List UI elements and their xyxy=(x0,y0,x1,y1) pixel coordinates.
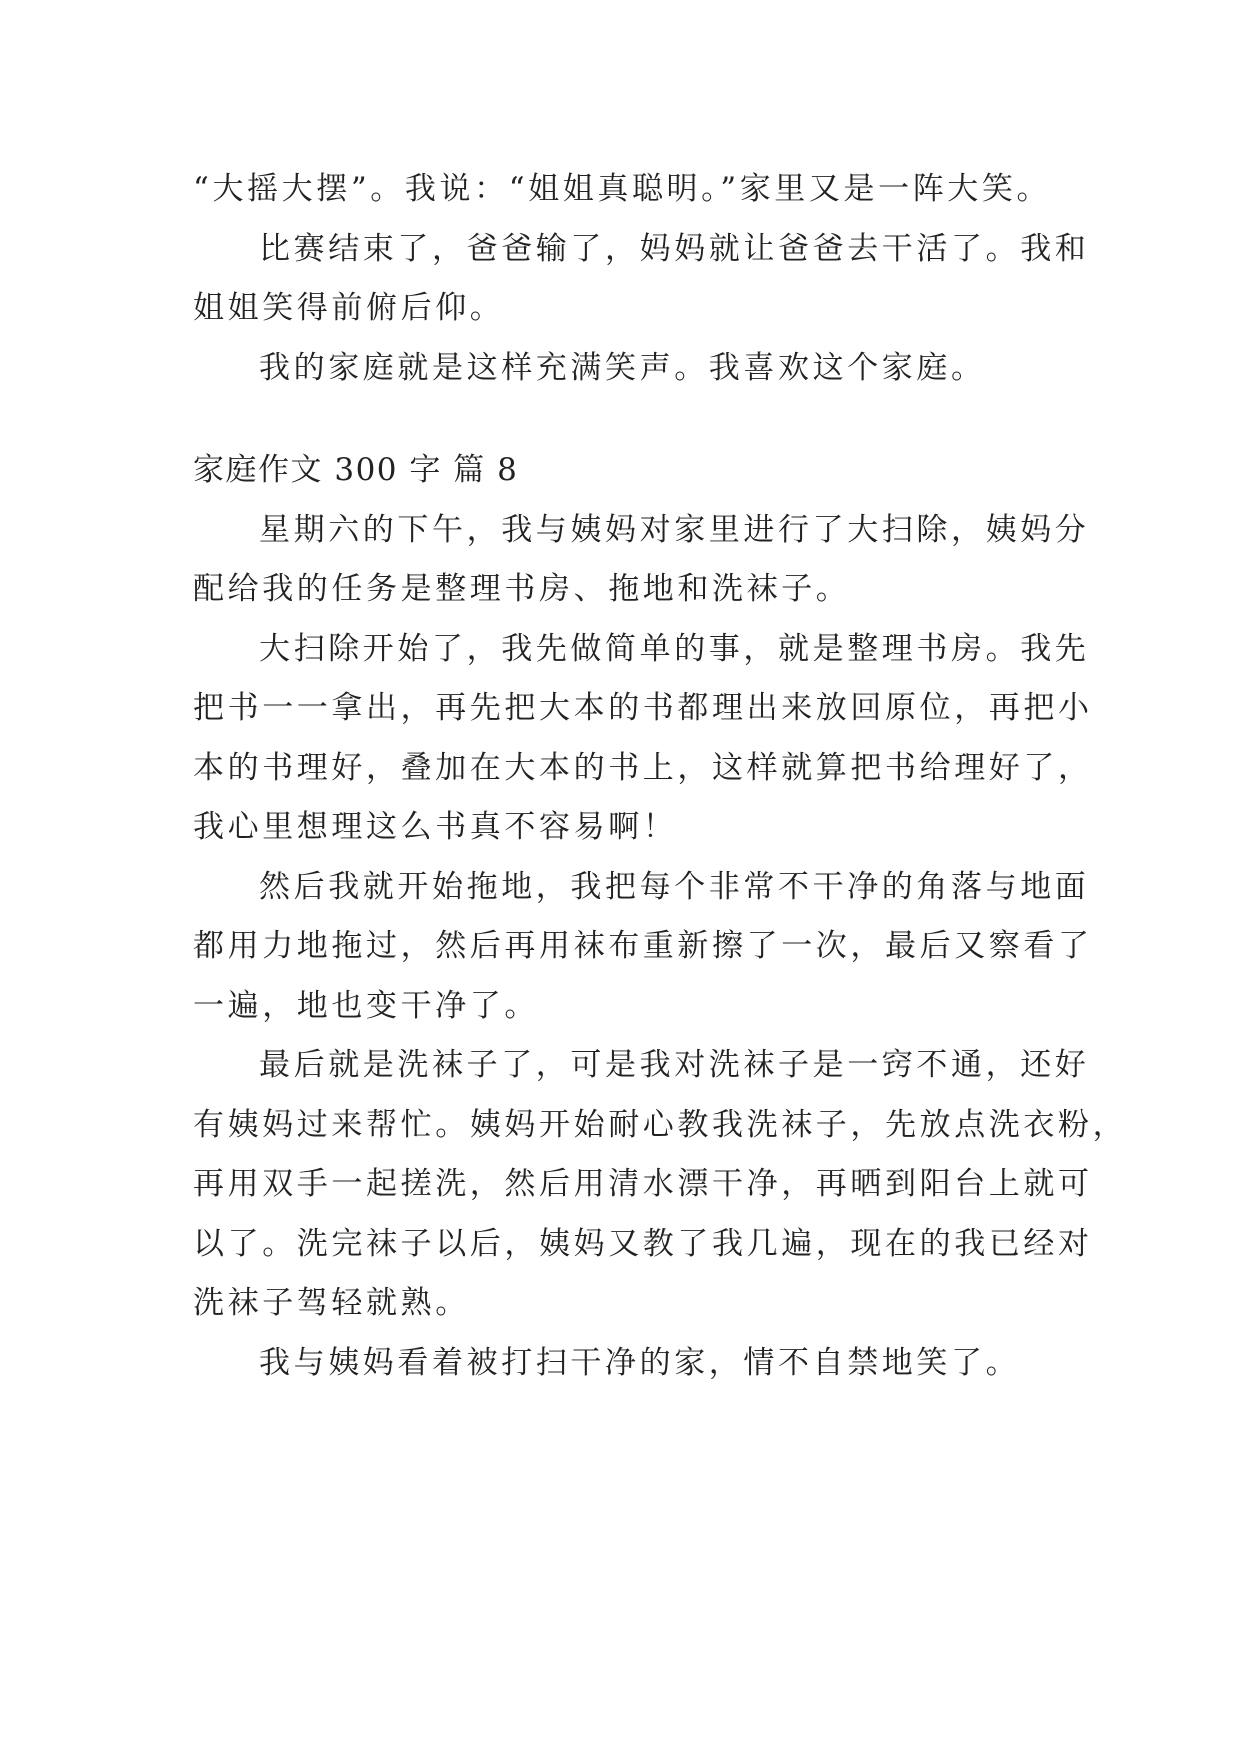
paragraph-line: 再用双手一起搓洗，然后用清水漂干净，再晒到阳台上就可 xyxy=(193,1166,1093,1202)
paragraph-line: 洗袜子驾轻就熟。 xyxy=(193,1285,470,1321)
paragraph-line: 大扫除开始了，我先做简单的事，就是整理书房。我先 xyxy=(259,630,1090,667)
paragraph-line: 比赛结束了，爸爸输了，妈妈就让爸爸去干活了。我和 xyxy=(259,230,1090,267)
paragraph-line: 最后就是洗袜子了，可是我对洗袜子是一窍不通，还好 xyxy=(259,1047,1090,1083)
paragraph-line: 都用力地拖过，然后再用袜布重新擦了一次，最后又察看了 xyxy=(193,928,1093,964)
paragraph-line: 把书一一拿出，再先把大本的书都理出来放回原位，再把小 xyxy=(193,690,1093,726)
paragraph-line: 以了。洗完袜子以后，姨妈又教了我几遍，现在的我已经对 xyxy=(193,1225,1093,1262)
paragraph-line: 配给我的任务是整理书房、拖地和洗袜子。 xyxy=(193,571,851,607)
paragraph-line: 本的书理好，叠加在大本的书上，这样就算把书给理好了， xyxy=(193,749,1093,786)
section-heading: 家庭作文 300 字 篇 8 xyxy=(193,452,519,488)
section-gap xyxy=(193,398,1073,441)
paragraph-line: 星期六的下午，我与姨妈对家里进行了大扫除，姨妈分 xyxy=(259,511,1090,548)
paragraph-line: 我与姨妈看着被打扫干净的家，情不自禁地笑了。 xyxy=(259,1344,1021,1381)
paragraph-line: 我的家庭就是这样充满笑声。我喜欢这个家庭。 xyxy=(259,349,986,386)
paragraph-line: “大摇大摆”。我说：“姐姐真聪明。”家里又是一阵大笑。 xyxy=(193,171,1052,207)
paragraph-line: 然后我就开始拖地，我把每个非常不干净的角落与地面 xyxy=(259,868,1090,905)
paragraph-line: 我心里想理这么书真不容易啊！ xyxy=(193,809,678,845)
paragraph-line: 姐姐笑得前俯后仰。 xyxy=(193,290,505,326)
paragraph-line: 有姨妈过来帮忙。姨妈开始耐心教我洗袜子，先放点洗衣粉， xyxy=(193,1106,1128,1143)
document-body xyxy=(193,160,1128,1393)
paragraph-line: 一遍，地也变干净了。 xyxy=(193,987,539,1024)
